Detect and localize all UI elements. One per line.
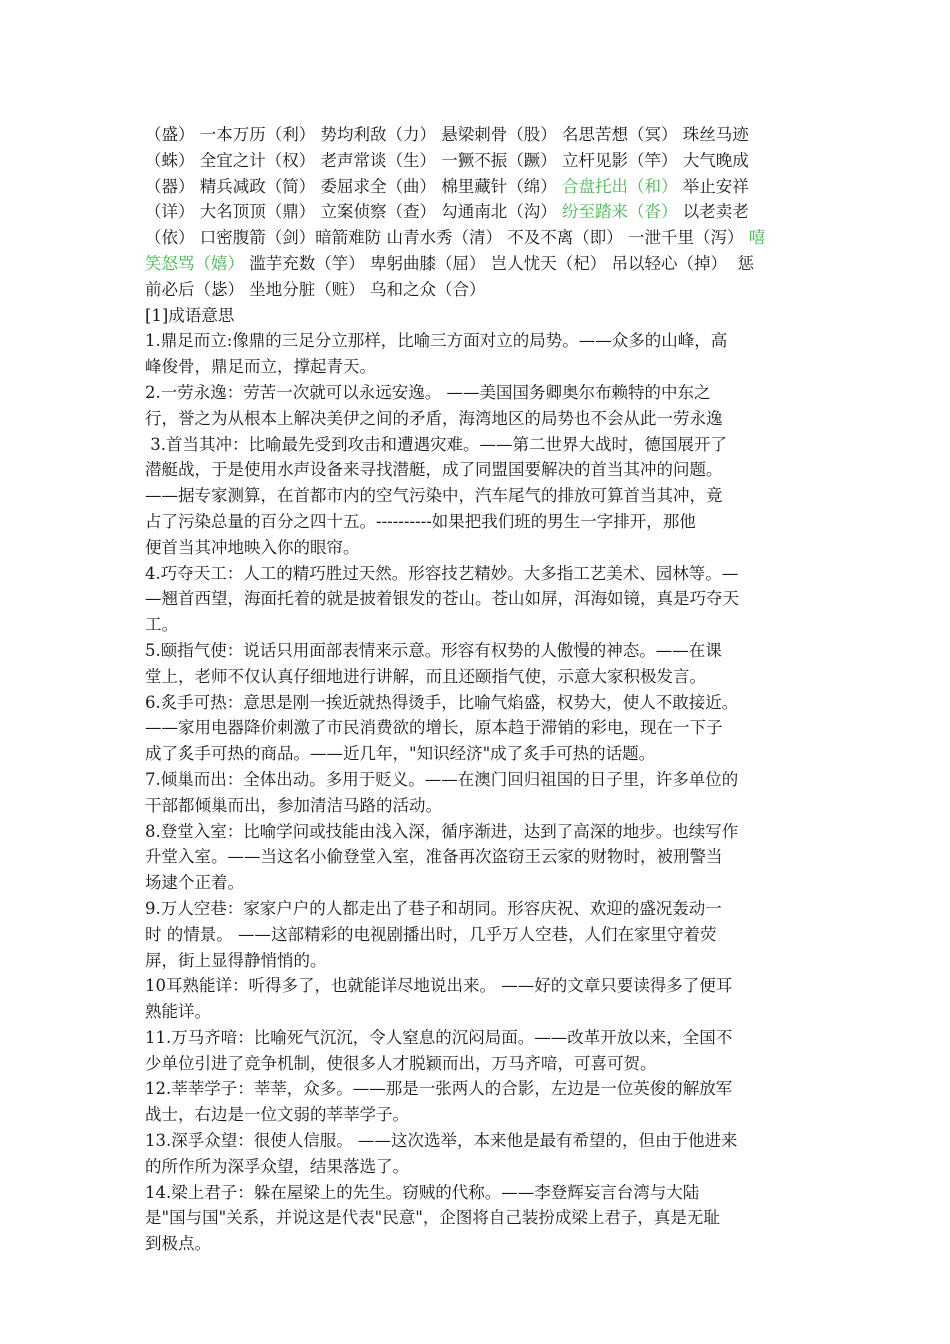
text-line: 2.一劳永逸：劳苦一次就可以永远安逸。 ——美国国务卿奥尔布赖特的中东之 [145, 382, 711, 402]
text-line: 1.鼎足而立:像鼎的三足分立那样，比喻三方面对立的局势。——众多的山峰，高 [145, 331, 728, 351]
text-segment: （蛛） 全宜之计（权） 老声常谈（生） 一獗不振（蹶） 立杆见影（竿） 大气晚成 [145, 150, 749, 170]
text-segment: （盛） 一本万历（利） 势均利敌（力） 悬梁刺骨（股） 名思苦想（冥） 珠丝马迹 [145, 125, 749, 144]
text-line: 堂上，老师不仅认真仔细地进行讲解，而且还颐指气使，示意大家积极发言。 [145, 666, 706, 686]
highlighted-idiom: 笑怒骂（嬉） [145, 253, 244, 273]
text-line: 3.首当其冲：比喻最先受到攻击和遭遇灾难。——第二世界大战时，德国展开了 [145, 434, 727, 454]
text-line: 潜艇战，于是使用水声设备来寻找潜艇，成了同盟国要解决的首当其冲的问题。 [145, 460, 723, 480]
text-line: 12.莘莘学子：莘莘，众多。——那是一张两人的合影，左边是一位英俊的解放军 [145, 1079, 733, 1099]
text-line: 11.万马齐喑：比喻死气沉沉，令人窒息的沉闷局面。——改革开放以来，全国不 [145, 1027, 733, 1047]
document-page [145, 122, 813, 1257]
text-line [145, 122, 813, 148]
text-line: 升堂入室。——当这名小偷登堂入室，准备再次盗窃王云家的财物时，被刑警当 [145, 847, 723, 867]
text-line: 13.深孚众望：很使人信服。 ——这次选举，本来他是最有希望的，但由于他进来 [145, 1131, 738, 1151]
text-line [145, 199, 813, 225]
text-line: 占了污染总量的百分之四十五。----------如果把我们班的男生一字排开，那他 [145, 511, 696, 531]
text-line: 14.梁上君子：躲在屋梁上的先生。窃贼的代称。——李登辉妄言台湾与大陆 [145, 1182, 700, 1202]
text-line [145, 277, 813, 303]
text-line: ——家用电器降价刺激了市民消费欲的增长，原本趋于滞销的彩电，现在一下子 [145, 718, 723, 738]
text-segment: 滥芋充数（竽） 卑躬曲膝（屈） 岂人忧天（杞） 吊以轻心（掉） 惩 [244, 253, 754, 273]
text-line: 9.万人空巷：家家户户的人都走出了巷子和胡同。形容庆祝、欢迎的盛况轰动一 [145, 898, 722, 918]
text-line [145, 251, 813, 277]
text-line: 战士，右边是一位文弱的莘莘学子。 [145, 1105, 409, 1125]
text-segment: （详） 大名顶顶（鼎） 立案侦察（查） 勾通南北（沟） [145, 202, 562, 222]
section-title: [1]成语意思 [145, 305, 235, 325]
text-line: 工。 [145, 615, 178, 635]
text-line: 少单位引进了竞争机制，使很多人才脱颖而出，万马齐喑，可喜可贺。 [145, 1053, 657, 1073]
highlighted-idiom: 嘻 [748, 228, 766, 248]
text-line: 到极点。 [145, 1234, 211, 1254]
text-line [145, 174, 813, 200]
text-line: 场逮个正着。 [145, 873, 244, 893]
text-line: 熟能详。 [145, 1002, 211, 1022]
text-line: 成了炙手可热的商品。——近几年，"知识经济"成了炙手可热的话题。 [145, 744, 656, 764]
text-line: 7.倾巢而出：全体出动。多用于贬义。——在澳门回归祖国的日子里，许多单位的 [145, 769, 739, 789]
text-line: 6.炙手可热：意思是刚一挨近就热得烫手，比喻气焰盛，权势大，使人不敢接近。 [145, 692, 739, 712]
text-line: 峰俊骨，鼎足而立，撑起青天。 [145, 357, 376, 377]
idiom-correction-list [145, 122, 813, 303]
text-line: 屏，街上显得静悄悄的。 [145, 950, 327, 970]
text-line [145, 225, 813, 251]
text-segment: （依） 口密腹箭（剑）暗箭难防 山青水秀（清） 不及不离（即） 一泄千里（泻） [145, 228, 749, 248]
text-line: 4.巧夺天工：人工的精巧胜过天然。形容技艺精妙。大多指工艺美术、园林等。— [145, 563, 739, 583]
text-line: ——据专家测算，在首都市内的空气污染中，汽车尾气的排放可算首当其冲，竟 [145, 486, 723, 506]
text-line [145, 148, 813, 174]
text-line: 8.登堂入室：比喻学问或技能由浅入深，循序渐进，达到了高深的地步。也续写作 [145, 821, 739, 841]
idiom-meaning-list [145, 328, 813, 1257]
text-segment: （器） 精兵减政（简） 委屈求全（曲） 棉里藏针（绵） [145, 176, 562, 196]
text-line: 便首当其冲地映入你的眼帘。 [145, 537, 360, 557]
text-line: 是"国与国"关系，并说这是代表"民意"，企图将自己装扮成梁上君子，真是无耻 [145, 1208, 720, 1228]
text-line: 时 的情景。 ——这部精彩的电视剧播出时，几乎万人空巷，人们在家里守着荧 [145, 924, 717, 944]
text-segment: 举止安祥 [677, 176, 749, 196]
text-line: —翘首西望，海面托着的就是披着银发的苍山。苍山如屏，洱海如镜，真是巧夺天 [145, 589, 739, 609]
highlighted-idiom: 合盘托出（和） [561, 176, 678, 196]
text-line: 5.颐指气使：说话只用面部表情来示意。形容有权势的人傲慢的神态。——在课 [145, 640, 722, 660]
text-segment: 前必后（毖） 坐地分脏（赃） 乌和之众（合） [145, 279, 486, 299]
text-line: 10耳熟能详：听得多了，也就能详尽地说出来。 ——好的文章只要读得多了便耳 [145, 976, 733, 996]
text-segment: 以老卖老 [677, 202, 749, 222]
highlighted-idiom: 纷至踏来（沓） [561, 202, 678, 222]
text-line: 行，誉之为从根本上解决美伊之间的矛盾，海湾地区的局势也不会从此一劳永逸 [145, 408, 723, 428]
text-line: 的所作所为深孚众望，结果落选了。 [145, 1156, 409, 1176]
text-line: 干部都倾巢而出，参加清洁马路的活动。 [145, 795, 442, 815]
